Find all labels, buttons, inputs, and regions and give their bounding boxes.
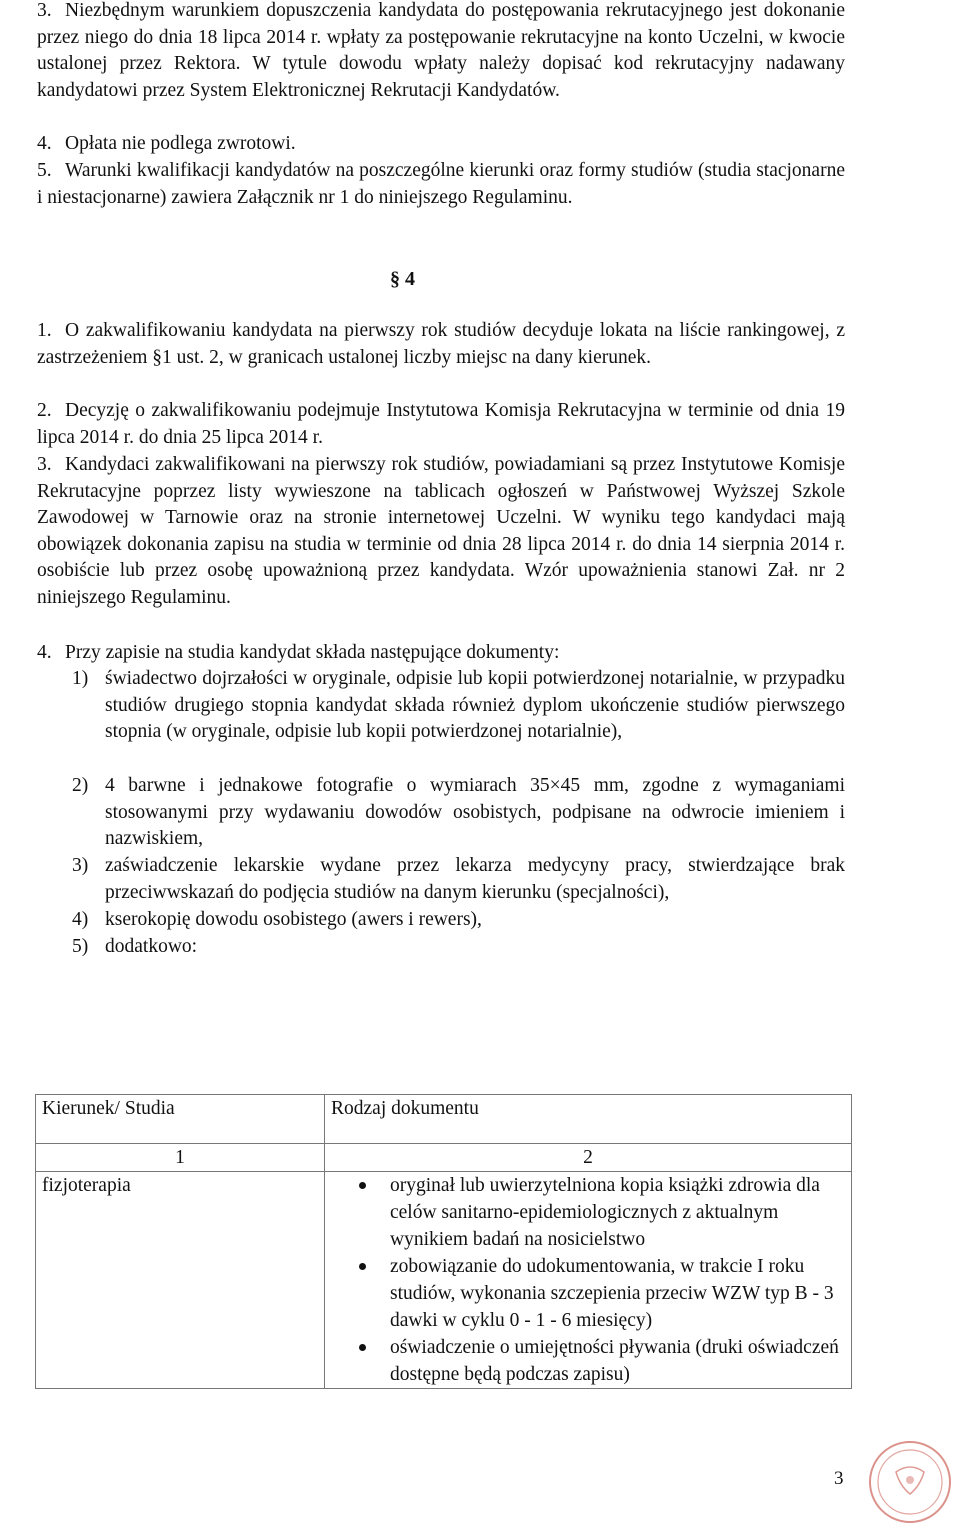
paragraph-5 — [37, 158, 845, 211]
paragraph-text: O zakwalifikowaniu kandydata na pierwszy rok studiów decyduje lokata na liście rankingowej, z zastrzeżeniem §1 ust. 2, w granicach ustalonej liczby miejsc na dany kierunek. — [37, 320, 845, 368]
paragraph-text: Niezbędnym warunkiem dopuszczenia kandydata do postępowania rekrutacyjnego jest dokonanie przez niego do dnia 18 lipca 2014 r. wpłaty za postępowanie rekrutacyjne na konto Uczelni, w kwocie ustalonej przez Rektora. W tytule dowodu wpłaty należy dopisać kod rekrutacyjny nadawany kandydatowi przez System Elektronicznej Rekrutacji Kandydatów. — [37, 0, 845, 101]
item-text: zaświadczenie lekarskie wydane przez lekarza medycyny pracy, stwierdzające brak przeciwwskazań do podjęcia studiów na danym kierunku (specjalności), — [105, 855, 845, 903]
paragraph-text: Opłata nie podlega zwrotowi. — [65, 133, 296, 154]
item-text: kserokopię dowodu osobistego (awers i rewers), — [105, 909, 482, 930]
bullet-icon — [359, 1182, 366, 1189]
s4-paragraph-3 — [37, 452, 845, 612]
paragraph-3 — [37, 0, 845, 104]
item-text: świadectwo dojrzałości w oryginale, odpisie lub kopii potwierdzonej notarialnie, w przypadku studiów drugiego stopnia kandydat składa również dyplom ukończenie studiów pierwszego stopnia (w oryginale, odpisie lub kopii potwierdzonej notarialnie), — [105, 668, 845, 743]
paragraph-number: 4. — [37, 133, 52, 154]
item-text: 4 barwne i jednakowe fotografie o wymiarach 35×45 mm, zgodne z wymaganiami stosowanymi przy wydawaniu dowodów osobistych, podpisane na odwrocie imieniem i nazwiskiem, — [105, 775, 845, 850]
document-item — [72, 853, 845, 906]
table-row — [36, 1172, 852, 1389]
paragraph-text: Przy zapisie na studia kandydat składa następujące dokumenty: — [65, 642, 560, 663]
paragraph-number: 3. — [37, 454, 52, 475]
item-number: 3) — [72, 855, 89, 876]
paragraph-number: 1. — [37, 320, 52, 341]
item-number: 2) — [72, 775, 89, 796]
item-text: dodatkowo: — [105, 936, 198, 957]
list-item: oświadczenie o umiejętności pływania (druki oświadczeń dostępne będą podczas zapisu) — [359, 1334, 851, 1388]
column-number-cell: 2 — [325, 1144, 852, 1172]
item-number: 1) — [72, 668, 89, 689]
kierunek-cell: fizjoterapia — [36, 1172, 325, 1389]
university-seal-icon — [856, 1438, 956, 1526]
list-item: zobowiązanie do udokumentowania, w trakcie I roku studiów, wykonania szczepienia przeciw WZW typ B - 3 dawki w cyklu 0 - 1 - 6 miesięcy) — [359, 1253, 851, 1334]
bullet-icon — [359, 1344, 366, 1351]
page-number: 3 — [834, 1468, 844, 1489]
s4-paragraph-2 — [37, 398, 845, 451]
documents-bullet-list — [325, 1172, 851, 1388]
paragraph-text: Kandydaci zakwalifikowani na pierwszy rok studiów, powiadamiani są przez Instytutowe Komisje Rekrutacyjne poprzez listy wywieszone na tablicach ogłoszeń w Państwowej Wyższej Szkole Zawodowej w Tarnowie oraz na stronie internetowej Uczelni. W wyniku tego kandydaci mają obowiązek dokonania zapisu na studia w terminie od dnia 28 lipca 2014 r. do dnia 14 sierpnia 2014 r. osobiście lub przez osobę upoważnioną przez kandydata. Wzór upoważnienia stanowi Zał. nr 2 niniejszego Regulaminu. — [37, 454, 845, 608]
document-item — [72, 934, 845, 961]
table-header-row — [36, 1095, 852, 1144]
table-header-cell: Rodzaj dokumentu — [325, 1095, 852, 1144]
column-number-cell: 1 — [36, 1144, 325, 1172]
bullet-icon — [359, 1263, 366, 1270]
item-number: 5) — [72, 936, 89, 957]
paragraph-text: Warunki kwalifikacji kandydatów na poszczególne kierunki oraz formy studiów (studia stacjonarne i niestacjonarne) zawiera Załącznik nr 1 do niniejszego Regulaminu. — [37, 160, 845, 208]
list-item: oryginał lub uwierzytelniona kopia książki zdrowia dla celów sanitarno-epidemiologicznych z aktualnym wynikiem badań na nosicielstwo — [359, 1172, 851, 1253]
paragraph-4 — [37, 131, 845, 158]
paragraph-number: 5. — [37, 160, 52, 181]
document-item — [72, 907, 845, 934]
section-heading: § 4 — [390, 268, 415, 290]
document-item — [72, 773, 845, 853]
paragraph-number: 2. — [37, 400, 52, 421]
document-item — [72, 666, 845, 746]
documents-table — [35, 1094, 852, 1389]
paragraph-number: 3. — [37, 0, 52, 21]
s4-paragraph-1 — [37, 318, 845, 371]
paragraph-number: 4. — [37, 642, 52, 663]
paragraph-text: Decyzję o zakwalifikowaniu podejmuje Instytutowa Komisja Rekrutacyjna w terminie od dnia 19 lipca 2014 r. do dnia 25 lipca 2014 r. — [37, 400, 845, 448]
documents-cell — [325, 1172, 852, 1389]
table-column-numbers — [36, 1144, 852, 1172]
s4-paragraph-4 — [37, 640, 845, 667]
item-number: 4) — [72, 909, 89, 930]
table-header-cell: Kierunek/ Studia — [36, 1095, 325, 1144]
